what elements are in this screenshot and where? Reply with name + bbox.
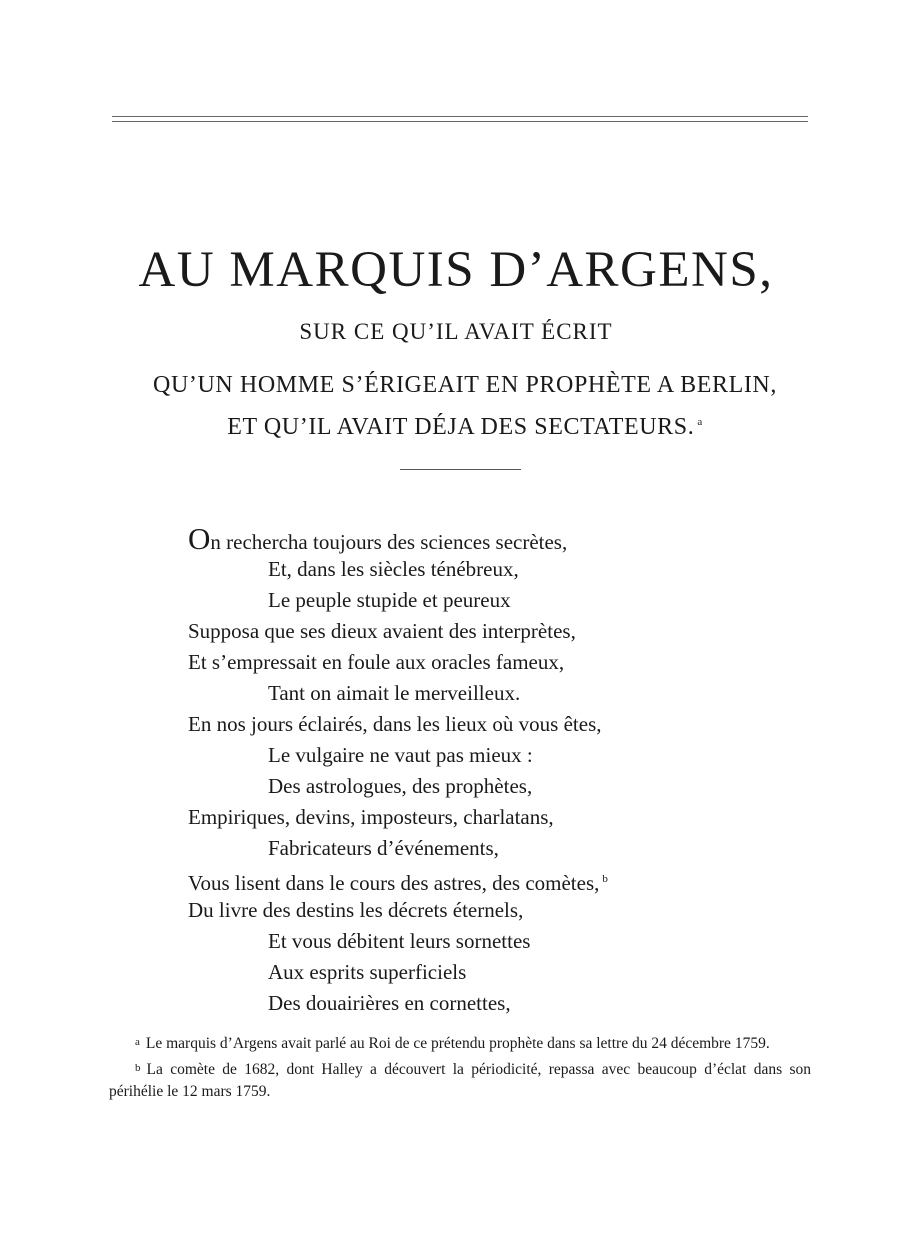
drop-initial: O [188,521,211,556]
verse-text: Vous lisent dans le cours des astres, des comètes, [188,871,600,895]
verse-line: Et, dans les siècles ténébreux, [268,557,519,581]
verse-line: Tant on aimait le merveilleux. [268,681,521,705]
section-divider [400,469,521,470]
footnote-mark: b [135,1062,141,1074]
verse-line: Des douairières en cornettes, [268,991,511,1015]
verse-line: Aux esprits superficiels [268,960,467,984]
footnote-a [109,1031,811,1055]
verse-line [188,864,808,895]
poem-body [188,523,808,1019]
verse-text: n rechercha toujours des sciences secrètes, [210,530,568,554]
verse-line: Empiriques, devins, imposteurs, charlatans, [188,805,554,829]
footnote-ref-b: b [602,873,608,885]
footnote-ref-a: a [697,416,703,428]
footnote-text: Le marquis d’Argens avait parlé au Roi de ce prétendu prophète dans sa lettre du 24 décembre 1759. [145,1035,770,1052]
verse-line: Fabricateurs d’événements, [268,836,499,860]
verse-line: Du livre des destins les décrets éternels, [188,898,524,922]
verse-line: Supposa que ses dieux avaient des interprètes, [188,619,576,643]
verse-line: Le peuple stupide et peureux [268,588,511,612]
verse-line: Le vulgaire ne vaut pas mieux : [268,743,533,767]
subtitle-line [0,404,900,446]
poem-subtitle: SUR CE QU’IL AVAIT ÉCRIT [299,319,613,344]
poem-subtitle-continued [0,367,900,446]
footnotes [109,1031,811,1105]
verse-line: En nos jours éclairés, dans les lieux où vous êtes, [188,712,602,736]
footnote-text: La comète de 1682, dont Halley a découvert la périodicité, repassa avec beaucoup d’éclat dans son périhélie le 12 mars 1759. [109,1061,811,1100]
footnote-mark: a [135,1036,140,1048]
top-double-rule [112,116,808,122]
subtitle-line: QU’UN HOMME S’ÉRIGEAIT EN PROPHÈTE A BERLIN, [153,372,777,398]
footnote-b [109,1057,811,1103]
verse-line: Des astrologues, des prophètes, [268,774,533,798]
poem-title: AU MARQUIS D’ARGENS, [138,242,774,298]
verse-line: Et vous débitent leurs sornettes [268,929,531,953]
verse-line: Et s’empressait en foule aux oracles fameux, [188,650,565,674]
verse-line [188,523,808,554]
subtitle-line-text: ET QU’IL AVAIT DÉJA DES SECTATEURS. [227,414,695,440]
